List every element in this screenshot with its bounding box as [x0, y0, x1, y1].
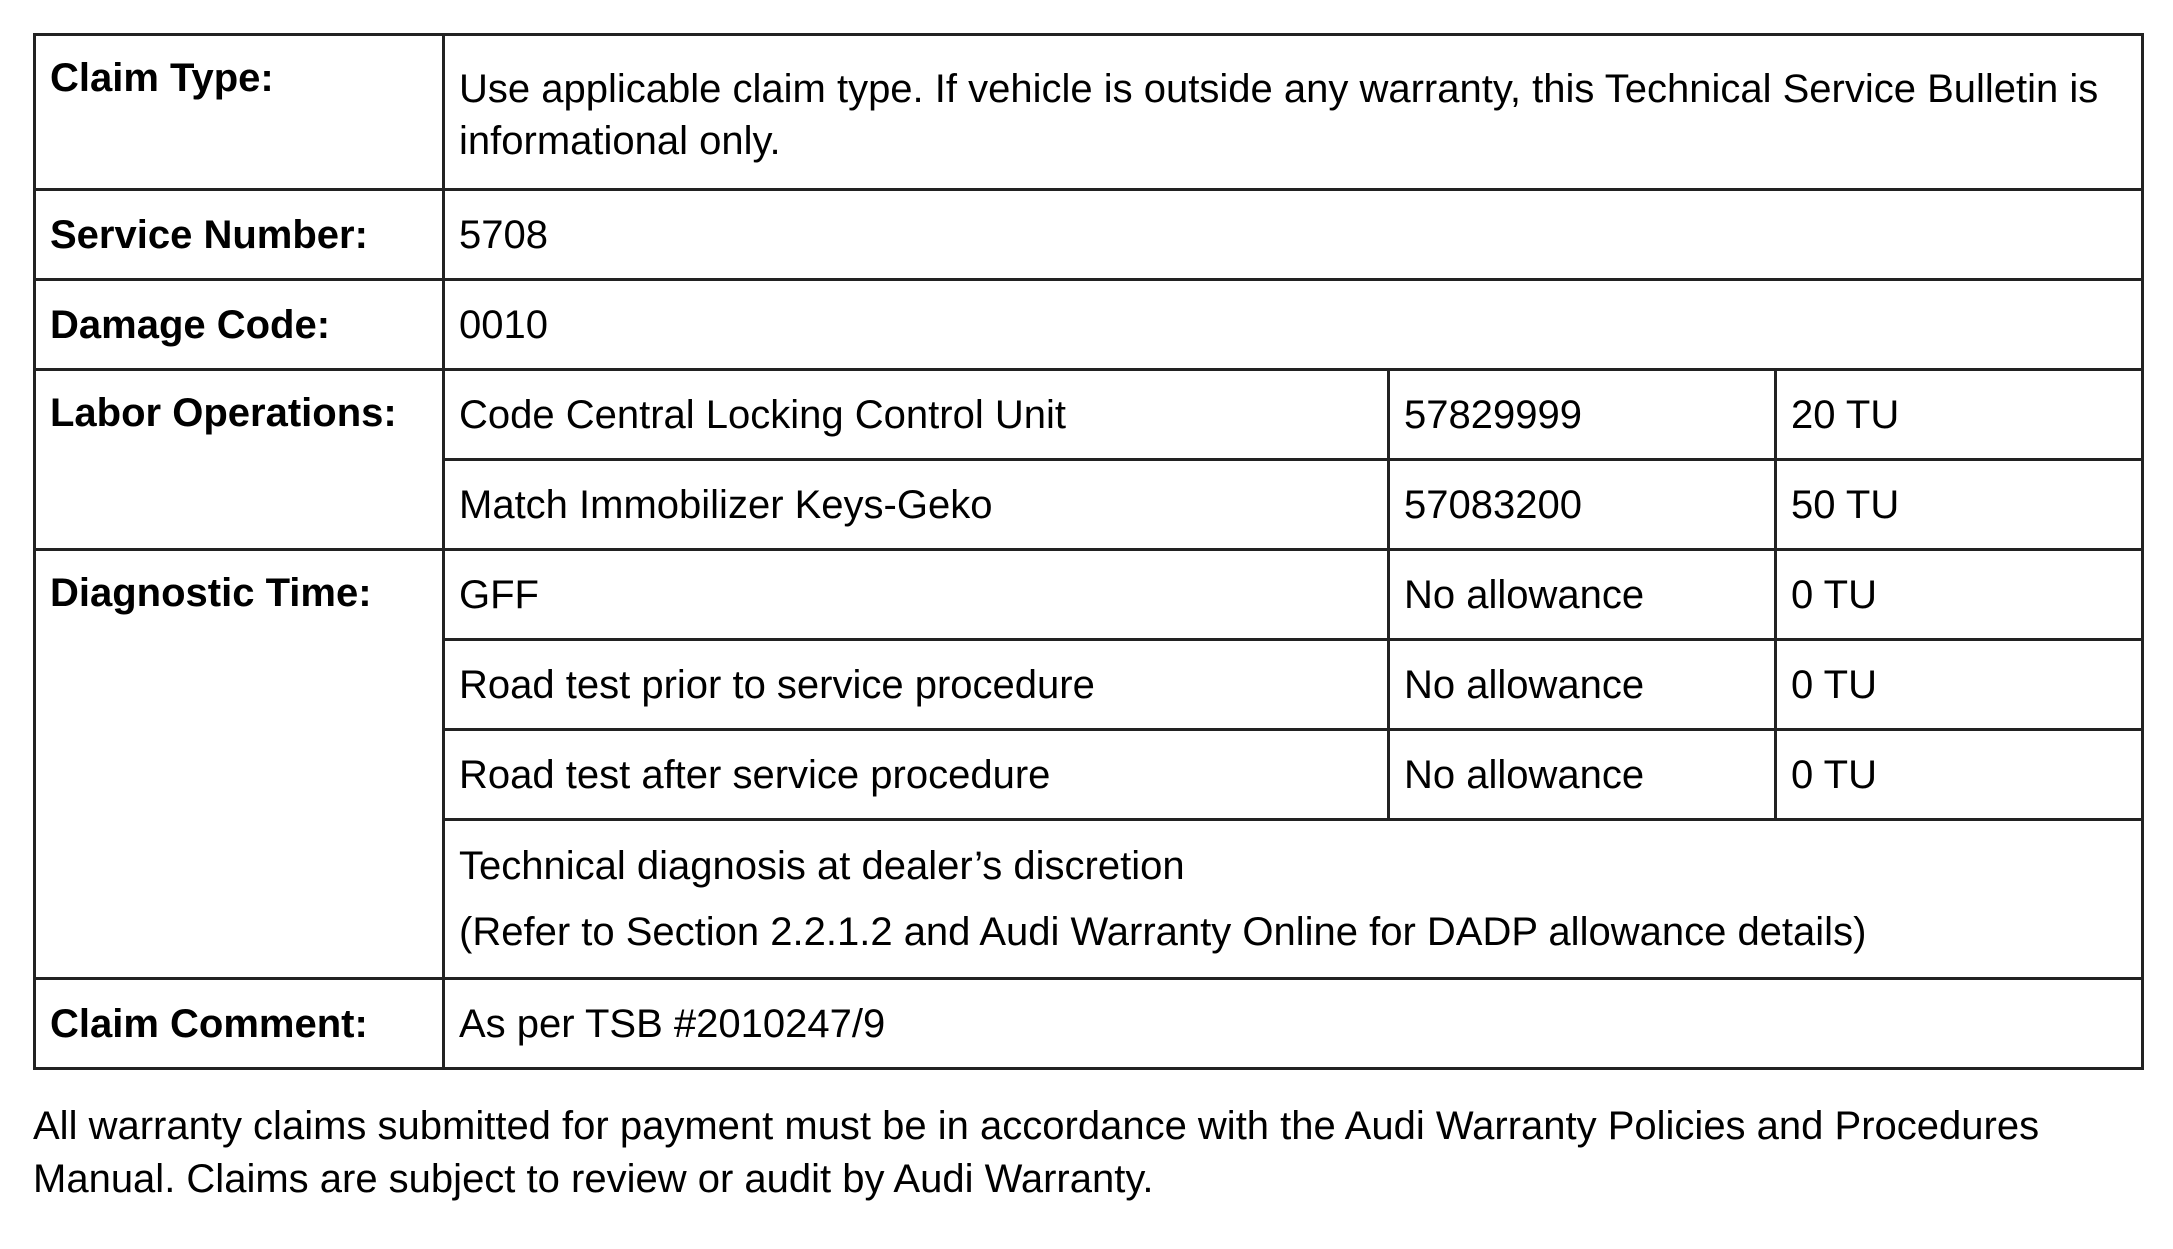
- labor-operation-row: [35, 370, 2143, 460]
- claim-type-label: Claim Type:: [35, 35, 444, 190]
- claim-type-value: Use applicable claim type. If vehicle is outside any warranty, this Technical Service Bulletin is informational only.: [444, 35, 2143, 190]
- service-number-value: 5708: [444, 190, 2143, 280]
- diagnostic-allowance: No allowance: [1389, 730, 1776, 820]
- labor-operation-description: Match Immobilizer Keys-Geko: [444, 460, 1389, 550]
- damage-code-row: [35, 280, 2143, 370]
- labor-operation-time: 20 TU: [1776, 370, 2143, 460]
- claim-comment-label: Claim Comment:: [35, 979, 444, 1069]
- damage-code-label: Damage Code:: [35, 280, 444, 370]
- diagnostic-time-units: 0 TU: [1776, 550, 2143, 640]
- claim-comment-value: As per TSB #2010247/9: [444, 979, 2143, 1069]
- diagnostic-allowance: No allowance: [1389, 550, 1776, 640]
- diagnostic-time-row: [35, 550, 2143, 640]
- service-number-row: [35, 190, 2143, 280]
- diagnostic-description: Road test prior to service procedure: [444, 640, 1389, 730]
- labor-operations-label: Labor Operations:: [35, 370, 444, 550]
- diagnostic-description: Road test after service procedure: [444, 730, 1389, 820]
- labor-operation-time: 50 TU: [1776, 460, 2143, 550]
- damage-code-value: 0010: [444, 280, 2143, 370]
- service-number-label: Service Number:: [35, 190, 444, 280]
- labor-operation-code: 57083200: [1389, 460, 1776, 550]
- diagnostic-note: [444, 820, 2143, 979]
- claim-comment-row: [35, 979, 2143, 1069]
- warranty-footer-note: All warranty claims submitted for payment must be in accordance with the Audi Warranty Policies and Procedures Manual. Claims are subject to review or audit by Audi Warranty.: [33, 1104, 2040, 1201]
- diagnostic-note-reference: (Refer to Section 2.2.1.2 and Audi Warranty Online for DADP allowance details): [459, 910, 1867, 954]
- claim-type-row: [35, 35, 2143, 190]
- warranty-claim-table: [33, 33, 2144, 1070]
- diagnostic-allowance: No allowance: [1389, 640, 1776, 730]
- diagnostic-time-units: 0 TU: [1776, 730, 2143, 820]
- diagnostic-description: GFF: [444, 550, 1389, 640]
- diagnostic-time-units: 0 TU: [1776, 640, 2143, 730]
- diagnostic-time-label: Diagnostic Time:: [35, 550, 444, 979]
- diagnostic-note-line: Technical diagnosis at dealer’s discretion: [459, 844, 1185, 888]
- labor-operation-description: Code Central Locking Control Unit: [444, 370, 1389, 460]
- labor-operation-code: 57829999: [1389, 370, 1776, 460]
